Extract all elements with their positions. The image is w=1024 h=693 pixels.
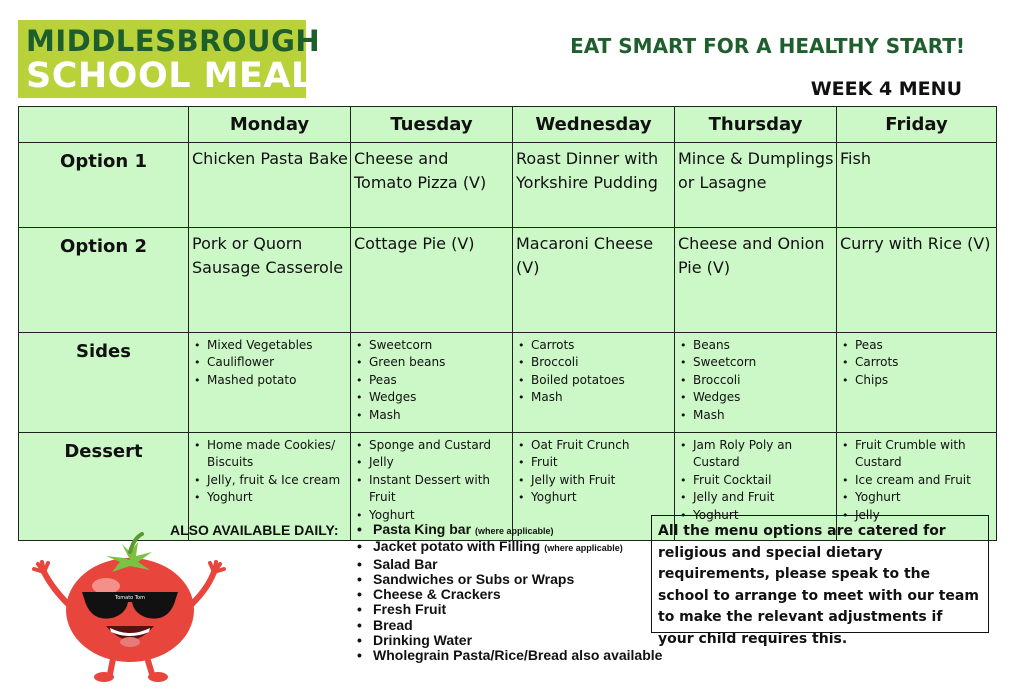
list-item: • Carrots [841, 354, 996, 371]
daily-item: • Sandwiches or Subs or Wraps [356, 572, 662, 587]
dish-cell: Fish [837, 143, 997, 228]
row-label: Dessert [19, 433, 189, 541]
list-item: • Yoghurt [841, 489, 996, 506]
sides-cell [189, 333, 351, 433]
sides-list [351, 333, 512, 424]
sides-list [675, 333, 836, 424]
sides-cell [351, 333, 513, 433]
tagline: EAT SMART FOR A HEALTHY START! [570, 34, 965, 58]
day-header: Thursday [675, 107, 837, 143]
week-label: WEEK 4 MENU [810, 78, 962, 100]
list-item: • Carrots [517, 337, 674, 354]
daily-item: • Jacket potato with Filling (where applicable) [356, 539, 662, 556]
list-item: • Cauliflower [193, 354, 350, 371]
dessert-list [513, 433, 674, 507]
list-item: • Oat Fruit Crunch [517, 437, 674, 454]
list-item: • Home made Cookies/ Biscuits [193, 437, 350, 472]
dish-cell: Cottage Pie (V) [351, 228, 513, 333]
list-item: • Wedges [679, 389, 836, 406]
sides-cell [837, 333, 997, 433]
list-item: • Mash [355, 407, 512, 424]
sides-list [189, 333, 350, 389]
list-item: • Boiled potatoes [517, 372, 674, 389]
list-item: • Fruit Crumble with Custard [841, 437, 996, 472]
school-meals-logo [18, 20, 340, 98]
list-item: • Wedges [355, 389, 512, 406]
day-header: Friday [837, 107, 997, 143]
day-header: Monday [189, 107, 351, 143]
dessert-list [351, 433, 512, 524]
dish-cell: Cheese and Tomato Pizza (V) [351, 143, 513, 228]
daily-item: • Salad Bar [356, 557, 662, 572]
daily-item: • Pasta King bar (where applicable) [356, 522, 662, 539]
row-label: Option 1 [19, 143, 189, 228]
list-item: • Peas [841, 337, 996, 354]
daily-title: ALSO AVAILABLE DAILY: [170, 522, 339, 538]
dessert-list [189, 433, 350, 507]
list-item: • Jelly [841, 507, 996, 524]
list-item: • Peas [355, 372, 512, 389]
list-item: • Chips [841, 372, 996, 389]
dish-cell: Curry with Rice (V) [837, 228, 997, 333]
list-item: • Sponge and Custard [355, 437, 512, 454]
list-item: • Beans [679, 337, 836, 354]
sides-cell [675, 333, 837, 433]
sides-cell [513, 333, 675, 433]
row-label: Sides [19, 333, 189, 433]
dessert-list [837, 433, 996, 524]
menu-table [18, 106, 997, 541]
sides-list [513, 333, 674, 407]
logo-line-1: MIDDLESBROUGH [26, 24, 321, 58]
list-item: • Jelly, fruit & Ice cream [193, 472, 350, 489]
dish-cell: Chicken Pasta Bake [189, 143, 351, 228]
daily-list [356, 522, 662, 664]
dish-cell: Mince & Dumplings or Lasagne [675, 143, 837, 228]
list-item: • Sweetcorn [679, 354, 836, 371]
list-item: • Mashed potato [193, 372, 350, 389]
header-row [19, 107, 997, 143]
list-item: • Yoghurt [679, 507, 836, 524]
list-item: • Broccoli [679, 372, 836, 389]
dish-cell: Roast Dinner with Yorkshire Pudding [513, 143, 675, 228]
list-item: • Jelly with Fruit [517, 472, 674, 489]
row-label: Option 2 [19, 228, 189, 333]
list-item: • Fruit [517, 454, 674, 471]
list-item: • Broccoli [517, 354, 674, 371]
list-item: • Mash [517, 389, 674, 406]
logo-line-2: SCHOOL MEALS [26, 56, 340, 96]
glasses-text: Tomato Tom [115, 595, 145, 601]
daily-item: • Drinking Water [356, 633, 662, 648]
dessert-list [675, 433, 836, 524]
sides-list [837, 333, 996, 389]
dish-cell: Macaroni Cheese (V) [513, 228, 675, 333]
list-item: • Yoghurt [193, 489, 350, 506]
daily-item: • Wholegrain Pasta/Rice/Bread also available [356, 648, 662, 663]
dish-cell: Pork or Quorn Sausage Casserole [189, 228, 351, 333]
list-item: • Jelly and Fruit [679, 489, 836, 506]
dish-cell: Cheese and Onion Pie (V) [675, 228, 837, 333]
corner-cell [19, 107, 189, 143]
list-item: • Jam Roly Poly an Custard [679, 437, 836, 472]
daily-item: • Fresh Fruit [356, 602, 662, 617]
list-item: • Ice cream and Fruit [841, 472, 996, 489]
daily-item: • Cheese & Crackers [356, 587, 662, 602]
option-1-row [19, 143, 997, 228]
list-item: • Instant Dessert with Fruit [355, 472, 512, 507]
list-item: • Mash [679, 407, 836, 424]
day-header: Wednesday [513, 107, 675, 143]
dietary-notice: All the menu options are catered for religious and special dietary requirements, please speak to the school to arrange to meet with our team to make the relevant adjustments if your child requires this. [651, 515, 989, 633]
day-header: Tuesday [351, 107, 513, 143]
list-item: • Yoghurt [517, 489, 674, 506]
list-item: • Fruit Cocktail [679, 472, 836, 489]
list-item: • Jelly [355, 454, 512, 471]
option-2-row [19, 228, 997, 333]
list-item: • Green beans [355, 354, 512, 371]
daily-item: • Bread [356, 618, 662, 633]
list-item: • Mixed Vegetables [193, 337, 350, 354]
sides-row [19, 333, 997, 433]
list-item: • Sweetcorn [355, 337, 512, 354]
list-item: • Yoghurt [355, 507, 512, 524]
tomato-mascot-icon [30, 526, 230, 686]
